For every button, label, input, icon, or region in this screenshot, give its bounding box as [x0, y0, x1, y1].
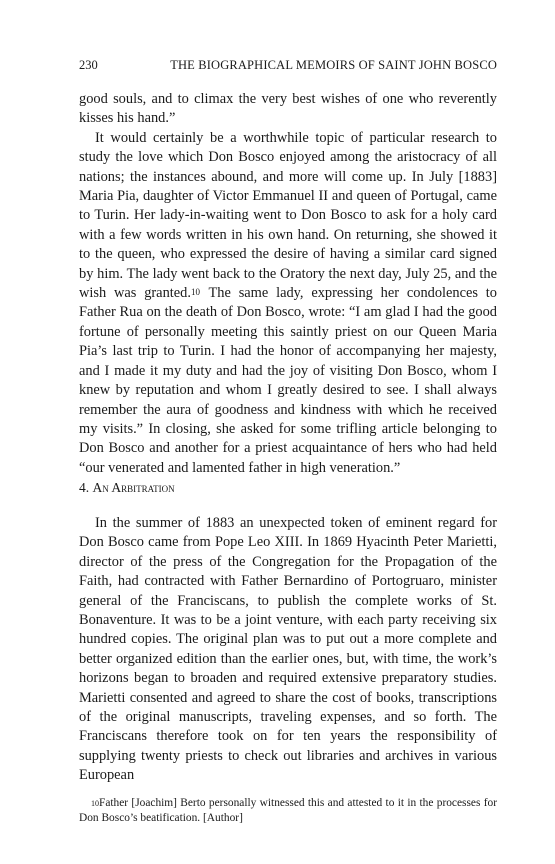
paragraph-arbitration: In the summer of 1883 an unexpected token of eminent regard for Don Bosco came from Pope Leo XIII. In 1869 Hyacinth Peter Marietti, director of the press of the Congregation for the Propagation of the Faith, had contracted with Father Bernardino of Portogruaro, minister general of the Franciscans, to publish the complete works of St. Bonaventure. It was to be a joint venture, with each party receiving six hundred copies. The original plan was to put out a more complete and better organized edition than the earlier ones, but, with time, the work’s horizons began to broaden and required extensive preparatory studies. Marietti consented and agreed to share the cost of books, transcriptions of the original manuscripts, traveling expenses, and so forth. The Franciscans therefore took on for ten years the responsibility of supplying twenty priests to check out libraries and archives in various European — [79, 515, 497, 784]
footnote-text: Father [Joachim] Berto personally witnessed this and attested to it in the processes for Don Bosco’s beatification. [Author] — [79, 797, 497, 824]
paragraph-continuation: good souls, and to climax the very best wishes of one who reverently kisses his hand.” — [79, 91, 497, 127]
footnote-reference[interactable]: 10 — [190, 287, 200, 298]
section-text-block — [79, 514, 497, 786]
footnote — [79, 796, 497, 826]
section-title: An Arbitration — [92, 480, 175, 495]
section-number: 4. — [79, 480, 90, 495]
footnote-marker: 10 — [91, 799, 99, 808]
running-title: THE BIOGRAPHICAL MEMOIRS OF SAINT JOHN BOSCO — [170, 58, 497, 72]
paragraph-text-part2: The same lady, expressing her condolences to Father Rua on the death of Don Bosco, wrote: “I am glad I had the good fortune of personally meeting this saintly priest on our Queen Maria Pia’s last trip to Turin. I had the honor of accompanying her majesty, and I made it my duty and had the joy of visiting Don Bosco, whom I knew by reputation and whom I greatly desired to see. I shall always remember the aura of goodness and kindness with which he received my visits.” In closing, she asked for some trifling article belonging to Don Bosco and another for a priest acquaintance of hers who had held “our venerated and lamented father in high veneration.” — [79, 285, 498, 476]
section-heading — [79, 479, 175, 497]
main-text-block — [79, 90, 497, 478]
running-head — [79, 57, 497, 73]
paragraph-text-part1: It would certainly be a worthwhile topic of particular research to study the love which Don Bosco enjoyed among the aristocracy of all nations; the instances abound, and more will come up. In July [1883] Maria Pia, daughter of Victor Emmanuel II and queen of Portugal, came to Turin. Her lady-in-waiting went to Don Bosco to ask for a holy card with a few words written in his own hand. On returning, she showed it to the queen, who expressed the desire of having a similar card signed by him. The lady went back to the Oratory the next day, July 25, and the wish was granted. — [79, 129, 497, 302]
page-number: 230 — [79, 58, 98, 72]
paragraph-aristocracy — [79, 129, 497, 478]
